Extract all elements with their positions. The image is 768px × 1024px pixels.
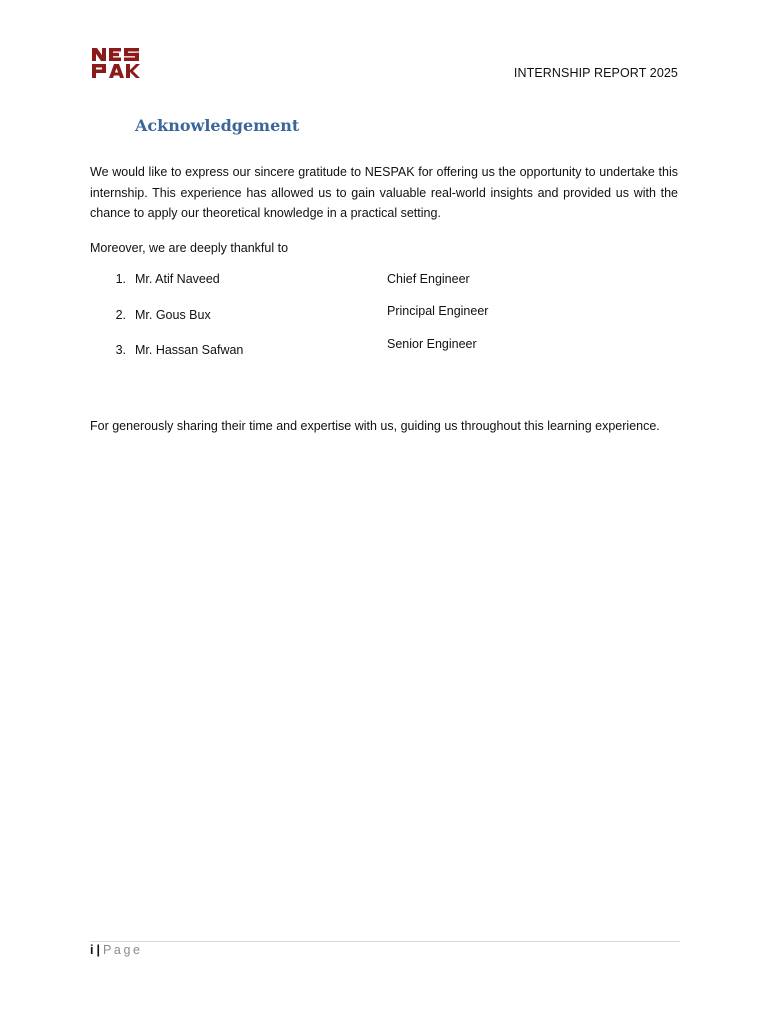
person-name: Mr. Atif Naveed xyxy=(135,272,220,286)
section-heading: Acknowledgement xyxy=(135,116,300,135)
footer-divider xyxy=(90,941,680,942)
list-number: 1. xyxy=(115,272,126,286)
person-role: Chief Engineer xyxy=(387,272,470,286)
person-role: Principal Engineer xyxy=(387,304,489,318)
person-name: Mr. Gous Bux xyxy=(135,308,211,322)
page-number: i xyxy=(90,943,94,957)
thanks-line: Moreover, we are deeply thankful to xyxy=(90,241,289,255)
page-footer xyxy=(90,943,143,957)
closing-paragraph: For generously sharing their time and expertise with us, guiding us throughout this learning experience. xyxy=(90,419,660,433)
list-number: 3. xyxy=(115,343,126,357)
report-title: INTERNSHIP REPORT 2025 xyxy=(513,66,678,80)
person-role: Senior Engineer xyxy=(387,337,477,351)
nespak-logo xyxy=(92,48,140,78)
intro-paragraph: We would like to express our sincere gratitude to NESPAK for offering us the opportunity to undertake this internship. This experience has allowed us to gain valuable real-world insights and provided us with the chance to apply our theoretical knowledge in a practical setting. xyxy=(90,165,678,220)
list-number: 2. xyxy=(115,308,126,322)
page-label: Page xyxy=(102,943,143,957)
footer-separator: | xyxy=(96,943,100,957)
person-name: Mr. Hassan Safwan xyxy=(135,343,244,357)
